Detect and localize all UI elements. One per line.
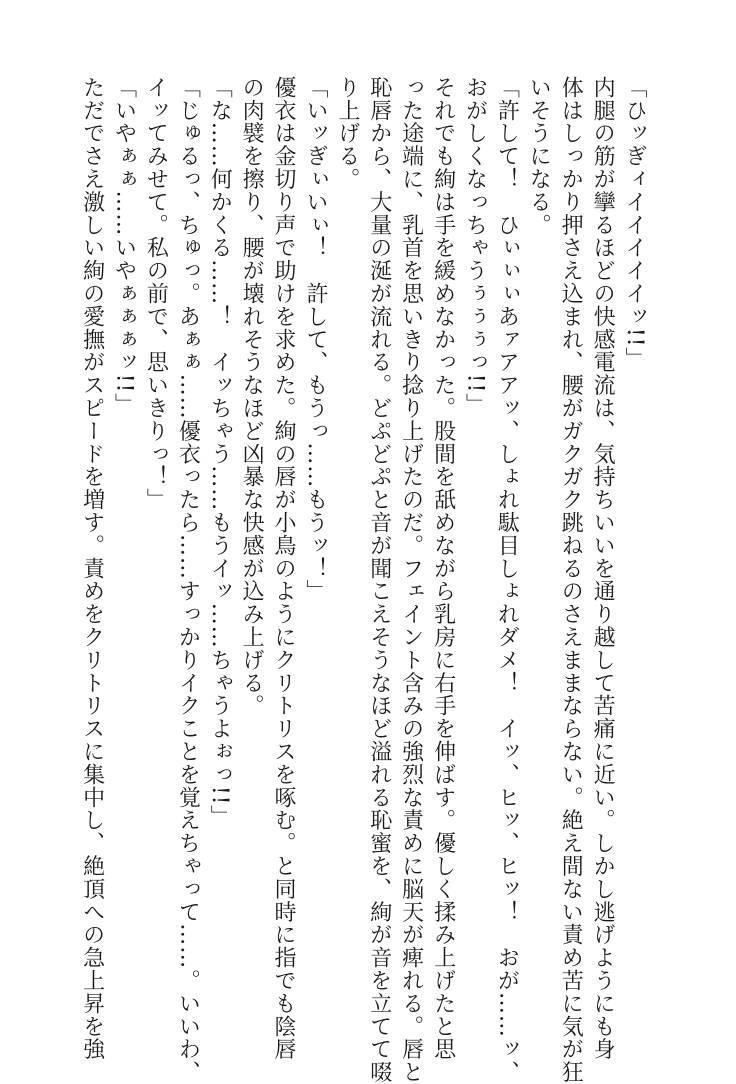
text-line: の肉襞を擦り、腰が壊れそうなほど凶暴な快感が込み上げる。	[239, 76, 265, 718]
text-line: 「ひッぎィイイイイイッ!!」	[622, 76, 647, 371]
text-line: 内腿の筋が攣るほどの快感電流は、気持ちいいを通り越して苦痛に近い。しかし逃げようにも身	[590, 76, 616, 1061]
text-line: 「じゅるっ、ちゅっ。あぁぁ……優衣ったら……すっかりイクことを覚えちゃって……。いいわ、	[175, 76, 201, 1084]
text-line: 「許して！ ひぃぃぃあァアアッ、しょれ駄目しょれダメ！ イッ、ヒッ、ヒッ！ おが……ッ、	[494, 76, 520, 1084]
vertical-text-body	[76, 76, 650, 1084]
text-line: おがしくなっちゃうぅぅぅっ!!」	[462, 76, 488, 417]
text-line: ただでさえ激しい絢の愛撫がスピードを増す。責めをクリトリスに集中し、絶頂への急上昇を強	[79, 76, 105, 1061]
text-line: 恥唇から、大量の涎が流れる。どぷどぷと音が聞こえそうなほど溢れる恥蜜を、絢が音を立てて啜	[366, 76, 392, 1084]
text-line: それでも絢は手を緩めなかった。股間を舐めながら乳房に右手を伸ばす。優しく揉み上げたと思	[430, 76, 456, 1061]
text-line: った途端に、乳首を思いきり捻り上げたのだ。フェイント含みの強烈な責めに脳天が痺れる。唇と	[398, 76, 424, 1084]
text-line: り上げる。	[334, 76, 360, 191]
text-line: 「いやぁぁ……いやぁぁぁッ!!」	[111, 76, 137, 417]
text-line: イッてみせて。私の前で、思いきりっ！」	[143, 76, 169, 512]
text-line: 体はしっかり押さえ込まれ、腰がガクガク跳ねるのさえままならない。絶え間ない責め苦に気が狂	[558, 76, 584, 1084]
text-line: 優衣は金切り声で助けを求めた。絢の唇が小鳥のようにクリトリスを啄む。と同時に指でも陰唇	[271, 76, 297, 1061]
text-line: いそうになる。	[526, 76, 552, 237]
text-line: 「な……何かくる……！ イッちゃう……もうイッ……ちゃうよぉっ!!」	[207, 76, 233, 829]
text-line: 「いッぎぃいぃ！ 許して、もうっ……もうッ！」	[302, 76, 328, 603]
